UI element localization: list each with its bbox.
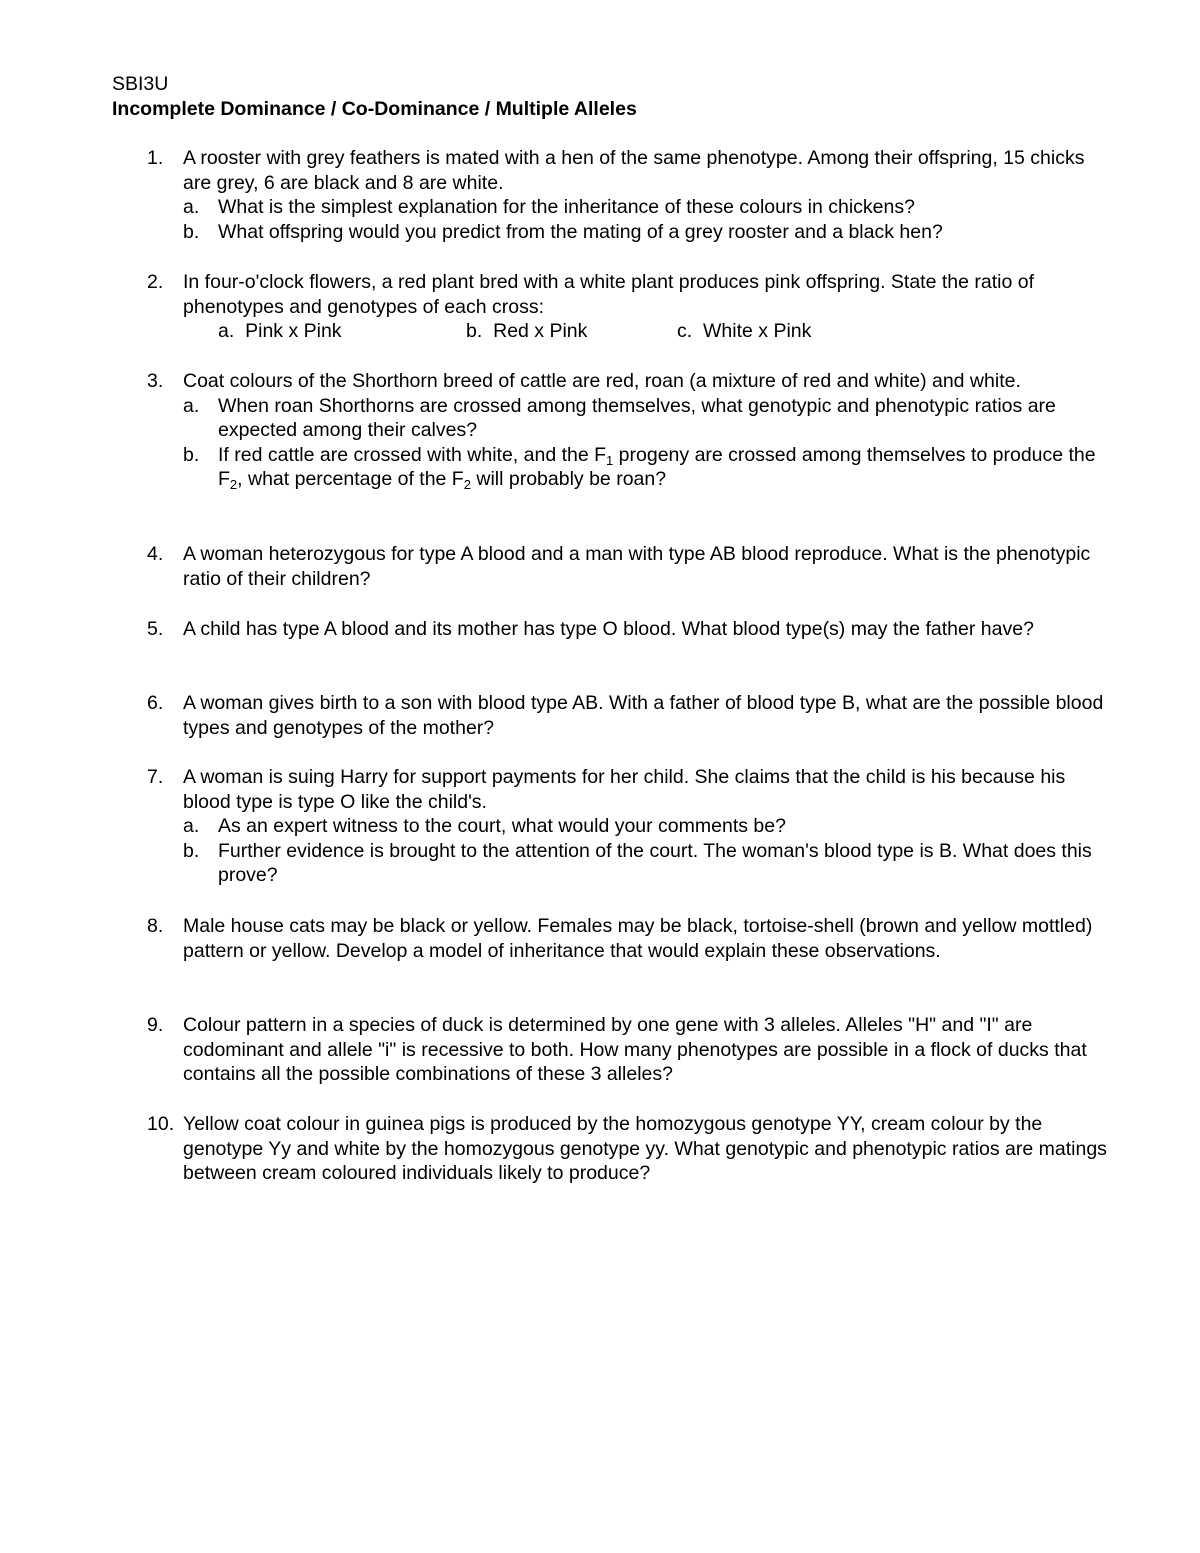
question-6 bbox=[147, 691, 1107, 740]
question-text: A child has type A blood and its mother has type O blood. What blood type(s) may the father have? bbox=[183, 618, 1034, 640]
question-text: Yellow coat colour in guinea pigs is produced by the homozygous genotype YY, cream colour by the genotype Yy and white by the homozygous genotype yy. What genotypic and phenotypic ratios are matings between cream coloured individuals likely to produce? bbox=[183, 1113, 1107, 1185]
sub-question-a bbox=[183, 394, 1107, 443]
question-text: Colour pattern in a species of duck is determined by one gene with 3 alleles. Alleles "H" and "I" are codominant and allele "i" is recessive to both. How many phenotypes are possible in a flock of ducks that contains all the possible combinations of these 3 alleles? bbox=[183, 1014, 1087, 1086]
worksheet-title: Incomplete Dominance / Co-Dominance / Multiple Alleles bbox=[112, 98, 637, 120]
sub-text: When roan Shorthorns are crossed among themselves, what genotypic and phenotypic ratios are expected among their calves? bbox=[218, 394, 1056, 442]
question-number: 9. bbox=[147, 1014, 164, 1036]
sub-text: Further evidence is brought to the attention of the court. The woman's blood type is B. What does this prove? bbox=[218, 839, 1092, 887]
sub-text-part: If red cattle are crossed with white, and the F bbox=[218, 443, 607, 466]
sub-text-part: progeny are crossed among themselves to produce the F bbox=[218, 443, 1096, 491]
sub-text: What offspring would you predict from the mating of a grey rooster and a black hen? bbox=[218, 220, 943, 243]
option-a bbox=[218, 319, 342, 344]
question-7 bbox=[147, 765, 1107, 888]
question-number: 3. bbox=[147, 370, 164, 392]
sub-letter: a. bbox=[183, 394, 200, 417]
question-number: 5. bbox=[147, 618, 164, 640]
question-text: Coat colours of the Shorthorn breed of cattle are red, roan (a mixture of red and white) and white. bbox=[183, 370, 1021, 392]
course-code: SBI3U bbox=[112, 73, 169, 95]
question-5 bbox=[147, 617, 1107, 642]
question-9 bbox=[147, 1013, 1107, 1087]
question-number: 1. bbox=[147, 147, 164, 169]
sub-letter: b. bbox=[183, 443, 200, 466]
sub-text bbox=[218, 444, 1096, 491]
sub-question-b bbox=[183, 839, 1107, 888]
question-4 bbox=[147, 542, 1107, 591]
option-b bbox=[466, 319, 587, 344]
sub-text-part: , what percentage of the F bbox=[237, 468, 464, 491]
sub-question-a bbox=[183, 814, 1107, 839]
question-number: 6. bbox=[147, 692, 164, 714]
sub-question-b bbox=[183, 443, 1107, 493]
subscript: 1 bbox=[606, 452, 614, 468]
sub-question-b bbox=[183, 220, 1107, 245]
option-c bbox=[677, 319, 811, 344]
question-number: 8. bbox=[147, 915, 164, 937]
question-text: A rooster with grey feathers is mated with a hen of the same phenotype. Among their offspring, 15 chicks are grey, 6 are black and 8 are white. bbox=[183, 147, 1085, 194]
sub-text-part: will probably be roan? bbox=[470, 468, 667, 491]
question-number: 7. bbox=[147, 766, 164, 788]
question-text: Male house cats may be black or yellow. Females may be black, tortoise-shell (brown and yellow mottled) pattern or yellow. Develop a model of inheritance that would explain these observations. bbox=[183, 915, 1093, 962]
question-text: A woman is suing Harry for support payments for her child. She claims that the child is his because his blood type is type O like the child's. bbox=[183, 766, 1066, 813]
sub-letter: b. bbox=[183, 220, 200, 243]
sub-letter: b. bbox=[183, 839, 200, 862]
option-text: Red x Pink bbox=[493, 320, 588, 343]
option-text: White x Pink bbox=[703, 320, 812, 343]
question-10 bbox=[147, 1112, 1107, 1186]
option-letter: c. bbox=[677, 320, 693, 343]
question-1 bbox=[147, 146, 1107, 244]
sub-text: As an expert witness to the court, what would your comments be? bbox=[218, 815, 786, 838]
question-8 bbox=[147, 914, 1107, 963]
subscript: 2 bbox=[463, 477, 471, 493]
sub-letter: a. bbox=[183, 196, 200, 219]
question-3 bbox=[147, 369, 1107, 492]
question-text: A woman heterozygous for type A blood and a man with type AB blood reproduce. What is the phenotypic ratio of their children? bbox=[183, 543, 1091, 590]
option-text: Pink x Pink bbox=[245, 320, 342, 343]
question-text: In four-o'clock flowers, a red plant bred with a white plant produces pink offspring. State the ratio of phenotypes and genotypes of each cross: bbox=[183, 271, 1034, 318]
cross-options bbox=[183, 319, 1107, 344]
question-number: 4. bbox=[147, 543, 164, 565]
option-letter: a. bbox=[218, 320, 235, 343]
question-text: A woman gives birth to a son with blood type AB. With a father of blood type B, what are the possible blood types and genotypes of the mother? bbox=[183, 692, 1104, 739]
subscript: 2 bbox=[229, 477, 238, 493]
question-2 bbox=[147, 270, 1107, 344]
sub-question-a bbox=[183, 195, 1107, 220]
sub-text: What is the simplest explanation for the inheritance of these colours in chickens? bbox=[218, 196, 915, 219]
sub-letter: a. bbox=[183, 815, 200, 838]
question-number: 10. bbox=[147, 1113, 175, 1135]
option-letter: b. bbox=[466, 320, 483, 343]
question-number: 2. bbox=[147, 271, 164, 293]
